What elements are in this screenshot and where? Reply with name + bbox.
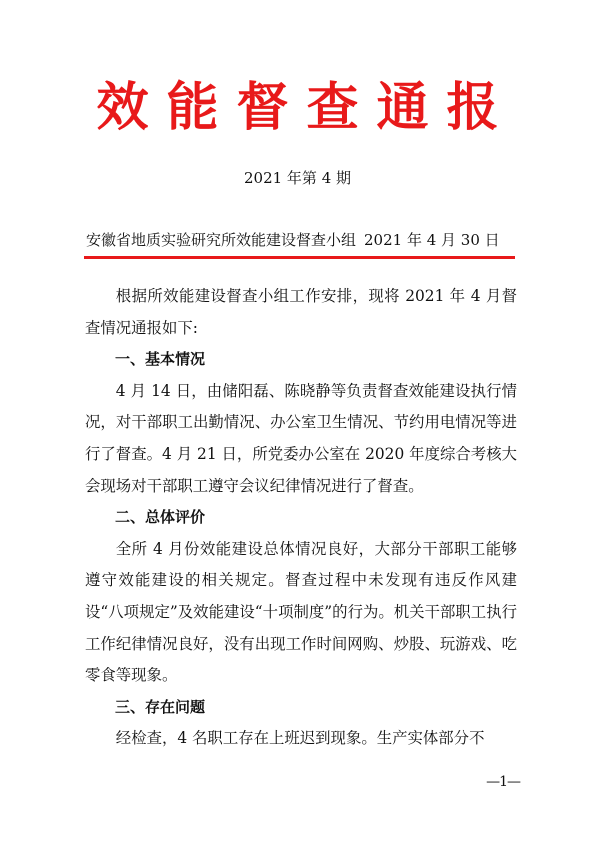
intro-paragraph: 根据所效能建设督查小组工作安排，现将 2021 年 4 月督查情况通报如下: — [85, 287, 517, 337]
page-number: —1— — [486, 774, 520, 790]
issuer-organization: 安徽省地质实验研究所效能建设督查小组 — [86, 231, 357, 249]
issuer-line — [86, 230, 516, 250]
section-paragraph-overall-evaluation: 全所 4 月份效能建设总体情况良好，大部分干部职工能够遵守效能建设的相关规定。督查过程中未发现有违反作风建设“八项规定”及效能建设“十项制度”的行为。机关干部职工执行工作纪律情况良好，没有出现工作时间网购、炒股、玩游戏、吃零食等现象。 — [85, 539, 517, 685]
section-paragraph-existing-problems: 经检查，4 名职工存在上班迟到现象。生产实体部分不 — [115, 729, 485, 748]
section-heading-existing-problems: 三、存在问题 — [115, 697, 206, 716]
document-body — [85, 281, 517, 755]
masthead-title: 效能督查通报 — [96, 77, 517, 138]
section-heading-overall-evaluation: 二、总体评价 — [115, 508, 206, 527]
issue-date: 2021 年 4 月 30 日 — [364, 231, 500, 249]
issue-number: 2021 年第 4 期 — [243, 169, 352, 187]
section-paragraph-basic-situation: 4 月 14 日，由储阳磊、陈晓静等负责督查效能建设执行情况，对干部职工出勤情况、办公室卫生情况、节约用电情况等进行了督查。4 月 21 日，所党委办公室在 2020 年度综合考核大会现场对干部职工遵守会议纪律情况进行了督查。 — [85, 381, 517, 495]
red-divider-rule — [84, 256, 515, 259]
section-heading-basic-situation: 一、基本情况 — [115, 350, 206, 369]
